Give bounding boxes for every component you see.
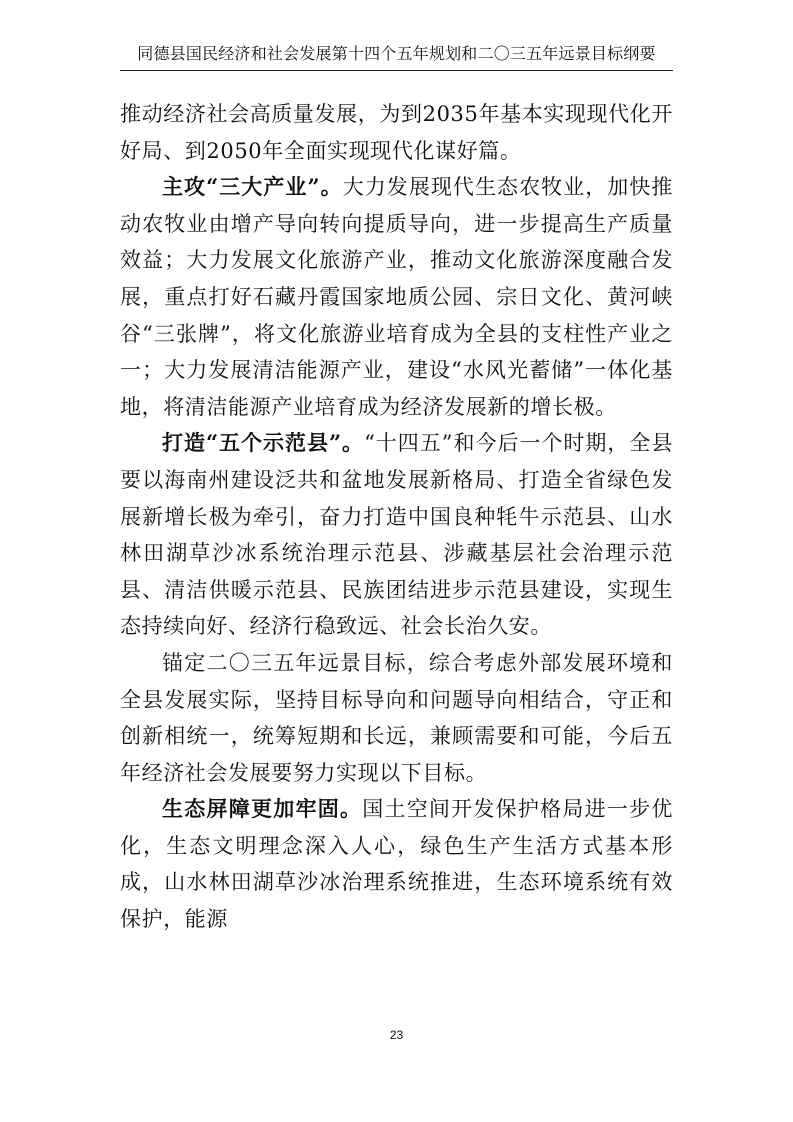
paragraph-three-industries xyxy=(120,169,673,425)
paragraph-lead: 打造“五个示范县”。 xyxy=(162,430,365,456)
document-body xyxy=(120,96,673,938)
paragraph-text: “十四五”和今后一个时期，全县要以海南州建设泛共和盆地发展新格局、打造全省绿色发展新增长极为牵引，奋力打造中国良种牦牛示范县、山水林田湖草沙冰系统治理示范县、涉藏基层社会治理示范县、清洁供暖示范县、民族团结进步示范县建设，实现生态持续向好、经济行稳致远、社会长治久安。 xyxy=(120,431,673,639)
paragraph-text: 国土空间开发保护格局进一步优化，生态文明理念深入人心，绿色生产生活方式基本形成，山水林田湖草沙冰治理系统推进，生态环境系统有效保护，能源 xyxy=(120,797,673,932)
paragraph-text: 大力发展现代生态农牧业，加快推动农牧业由增产导向转向提质导向，进一步提高生产质量效益；大力发展文化旅游产业，推动文化旅游深度融合发展，重点打好石藏丹霞国家地质公园、宗日文化、黄河峡谷“三张牌”，将文化旅游业培育成为全县的支柱性产业之一；大力发展清洁能源产业，建设“水风光蓄储”一体化基地，将清洁能源产业培育成为经济发展新的增长极。 xyxy=(120,175,674,419)
paragraph-text: 推动经济社会高质量发展，为到2035年基本实现现代化开好局、到2050年全面实现现代化谋好篇。 xyxy=(120,102,673,163)
paragraph-five-demonstration-counties xyxy=(120,425,673,645)
paragraph-ecological-barrier xyxy=(120,791,673,937)
paragraph-continuation xyxy=(120,96,673,169)
header-divider xyxy=(120,70,673,71)
paragraph-lead: 主攻“三大产业”。 xyxy=(162,174,343,200)
page-number: 23 xyxy=(389,1028,404,1042)
paragraph-targets-intro xyxy=(120,645,673,791)
paragraph-text: 锚定二〇三五年远景目标，综合考虑外部发展环境和全县发展实际，坚持目标导向和问题导向相结合，守正和创新相统一，统筹短期和长远，兼顾需要和可能，今后五年经济社会发展要努力实现以下目标。 xyxy=(120,650,673,785)
page-header-title: 同德县国民经济和社会发展第十四个五年规划和二〇三五年远景目标纲要 xyxy=(137,44,656,63)
paragraph-lead: 生态屏障更加牢固。 xyxy=(162,796,363,822)
